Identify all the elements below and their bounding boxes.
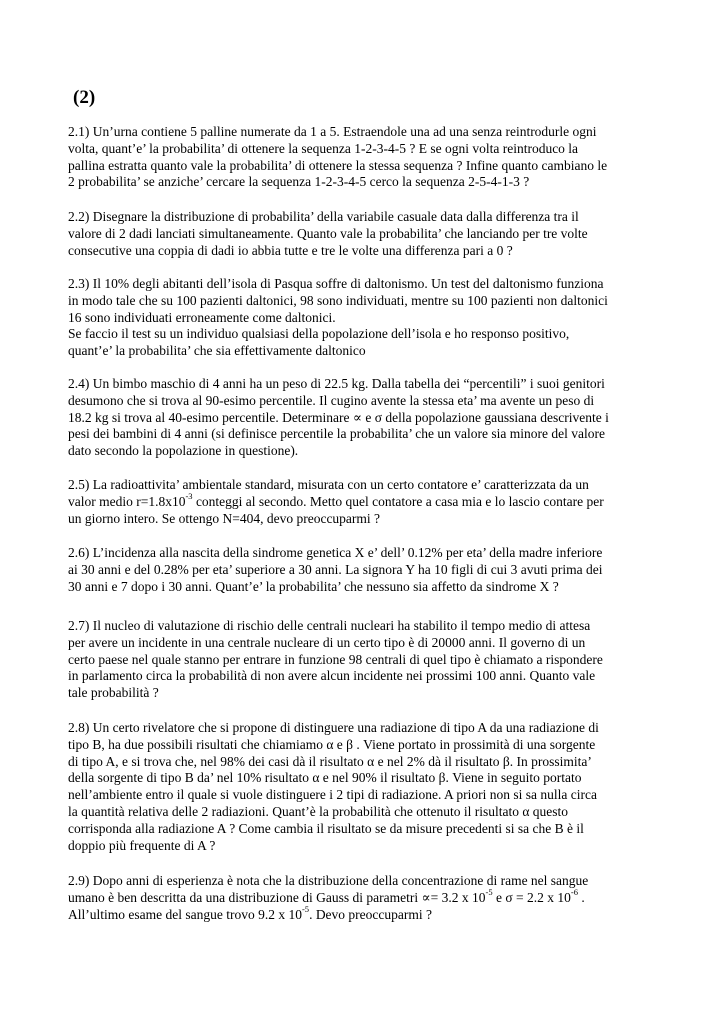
text-fragment: umano è ben descritta da una distribuzione di Gauss di parametri ∝= 3.2 x 10 bbox=[68, 889, 486, 905]
problem-line: 2.3) Il 10% degli abitanti dell’isola di Pasqua soffre di daltonismo. Un test del daltonismo funziona bbox=[68, 276, 604, 291]
problem-line: ai 30 anni e del 0.28% per eta’ superiore a 30 anni. La signora Y ha 10 figli di cui 3 avuti prima dei bbox=[68, 561, 603, 577]
problem-line: 2.2) Disegnare la distribuzione di probabilita’ della variabile casuale data dalla differenza tra il bbox=[68, 209, 579, 224]
problem-line: 2.1) Un’urna contiene 5 palline numerate da 1 a 5. Estraendole una ad una senza reintrodurle ogni bbox=[68, 124, 597, 139]
problem-line: doppio più frequente di A ? bbox=[68, 837, 216, 853]
problem-line: certo paese nel quale stanno per entrare in funzione 98 centrali di quel tipo è chiamato a rispondere bbox=[68, 651, 603, 667]
exponent: -5 bbox=[301, 904, 310, 915]
problem-line bbox=[68, 887, 666, 907]
problem-line: 30 anni e 7 dopo i 30 anni. Quant’e’ la probabilita’ che nessuno sia affetto da sindrome X ? bbox=[68, 578, 559, 594]
exponent: -5 bbox=[485, 887, 493, 898]
text-fragment: valor medio r=1.8x10 bbox=[68, 493, 186, 509]
problem-line: 2 probabilita’ se anziche’ cercare la sequenza 1-2-3-4-5 cerco la sequenza 2-5-4-1-3 ? bbox=[68, 174, 530, 190]
problem-line: quant’e’ la probabilita’ che sia effettivamente daltonico bbox=[68, 343, 366, 359]
problem-line: in parlamento circa la probabilità di non avere alcun incidente nei prossimi 100 anni. Quanto vale bbox=[68, 668, 596, 684]
problem-line: in modo tale che su 100 pazienti daltonici, 98 sono individuati, mentre su 100 pazienti non daltonici bbox=[68, 292, 608, 308]
problem-line: 2.4) Un bimbo maschio di 4 anni ha un peso di 22.5 kg. Dalla tabella dei “percentili” i suoi genitori bbox=[68, 376, 605, 391]
problem-line: 2.5) La radioattivita’ ambientale standard, misurata con un certo contatore e’ caratterizzata da un bbox=[68, 477, 589, 492]
problem-line: di tipo A, e si trova che, nel 98% dei casi dà il risultato α e nel 2% dà il risultato β. In prossimita’ bbox=[68, 753, 592, 769]
problem-line: 2.8) Un certo rivelatore che si propone di distinguere una radiazione di tipo A da una radiazione di bbox=[68, 720, 599, 735]
problem-2-2 bbox=[68, 209, 666, 259]
problem-line: volta, quant’e’ la probabilita’ di ottenere la sequenza 1-2-3-4-5 ? E se ogni volta reintroduco la bbox=[68, 140, 579, 156]
text-fragment: conteggi al secondo. Metto quel contatore a casa mia e lo lascio contare per bbox=[192, 493, 604, 509]
problem-line: la quantità relativa delle 2 radiazioni. Quant’è la probabilità che ottenuto il risultato α questo bbox=[68, 803, 569, 819]
problem-line: valore di 2 dadi lanciati simultaneamente. Quanto vale la probabilita’ che lanciando per tre volte bbox=[68, 225, 588, 241]
problem-line: pesi dei bambini di 4 anni (si definisce percentile la probabilita’ che un valore sia minore del valore bbox=[68, 426, 605, 442]
problem-line: tipo B, ha due possibili risultati che chiamiamo α e β . Viene portato in prossimità di una sorgente bbox=[68, 736, 596, 752]
problem-line: un giorno intero. Se ottengo N=404, devo preoccuparmi ? bbox=[68, 510, 381, 526]
problem-2-3 bbox=[68, 276, 666, 360]
problem-2-7 bbox=[68, 618, 666, 702]
problem-line bbox=[68, 491, 666, 511]
problem-line bbox=[68, 904, 666, 924]
problem-line: 18.2 kg si trova al 40-esimo percentile. Determinare ∝ e σ della popolazione gaussiana descrivente i bbox=[68, 409, 609, 425]
problem-line: 2.9) Dopo anni di esperienza è nota che la distribuzione della concentrazione di rame nel sangue bbox=[68, 873, 589, 888]
problem-line: consecutive una coppia di dadi io abbia tutte e tre le volte una differenza pari a 0 ? bbox=[68, 242, 513, 258]
text-fragment: . bbox=[577, 889, 585, 905]
text-fragment: All’ultimo esame del sangue trovo 9.2 x 10 bbox=[68, 906, 302, 922]
exponent: -3 bbox=[185, 491, 193, 502]
text-fragment: e σ = 2.2 x 10 bbox=[492, 889, 571, 905]
section-heading: (2) bbox=[73, 87, 96, 108]
problem-2-8 bbox=[68, 720, 666, 854]
problem-2-6 bbox=[68, 545, 666, 595]
problem-2-1 bbox=[68, 124, 666, 191]
problem-line: nell’ambiente entro il quale si vuole distinguere i 2 tipi di radiazione. A priori non si sa nulla circa bbox=[68, 787, 597, 803]
problem-line: 16 sono individuati erroneamente come daltonici. bbox=[68, 309, 336, 325]
problem-line: 2.6) L’incidenza alla nascita della sindrome genetica X e’ dell’ 0.12% per eta’ della madre inferiore bbox=[68, 545, 603, 560]
exponent: -6 bbox=[570, 887, 578, 898]
problem-line: pallina estratta quanto vale la probabilita’ di ottenere la stessa sequenza ? Infine quanto cambiano le bbox=[68, 157, 608, 173]
problem-2-4 bbox=[68, 376, 666, 460]
problem-2-5 bbox=[68, 477, 666, 527]
problem-line: desumono che si trova al 90-esimo percentile. Il cugino avente la stessa eta’ ma avente un peso di bbox=[68, 392, 595, 408]
problem-line: per avere un incidente in una centrale nucleare di un certo tipo è di 20000 anni. Il governo di un bbox=[68, 634, 586, 650]
problem-line: 2.7) Il nucleo di valutazione di rischio delle centrali nucleari ha stabilito il tempo medio di attesa bbox=[68, 618, 591, 633]
problem-line: dato secondo la popolazione in questione). bbox=[68, 443, 299, 459]
problem-2-9 bbox=[68, 873, 666, 923]
problem-line: Se faccio il test su un individuo qualsiasi della popolazione dell’isola e ho responso positivo, bbox=[68, 326, 570, 342]
problem-line: della sorgente di tipo B da’ nel 10% risultato α e nel 90% il risultato β. Viene in seguito portato bbox=[68, 770, 582, 786]
problem-line: corrisponda alla radiazione A ? Come cambia il risultato se da misure precedenti si sa che B è il bbox=[68, 820, 584, 836]
problem-line: tale probabilità ? bbox=[68, 685, 159, 701]
text-fragment: . Devo preoccuparmi ? bbox=[309, 906, 433, 922]
